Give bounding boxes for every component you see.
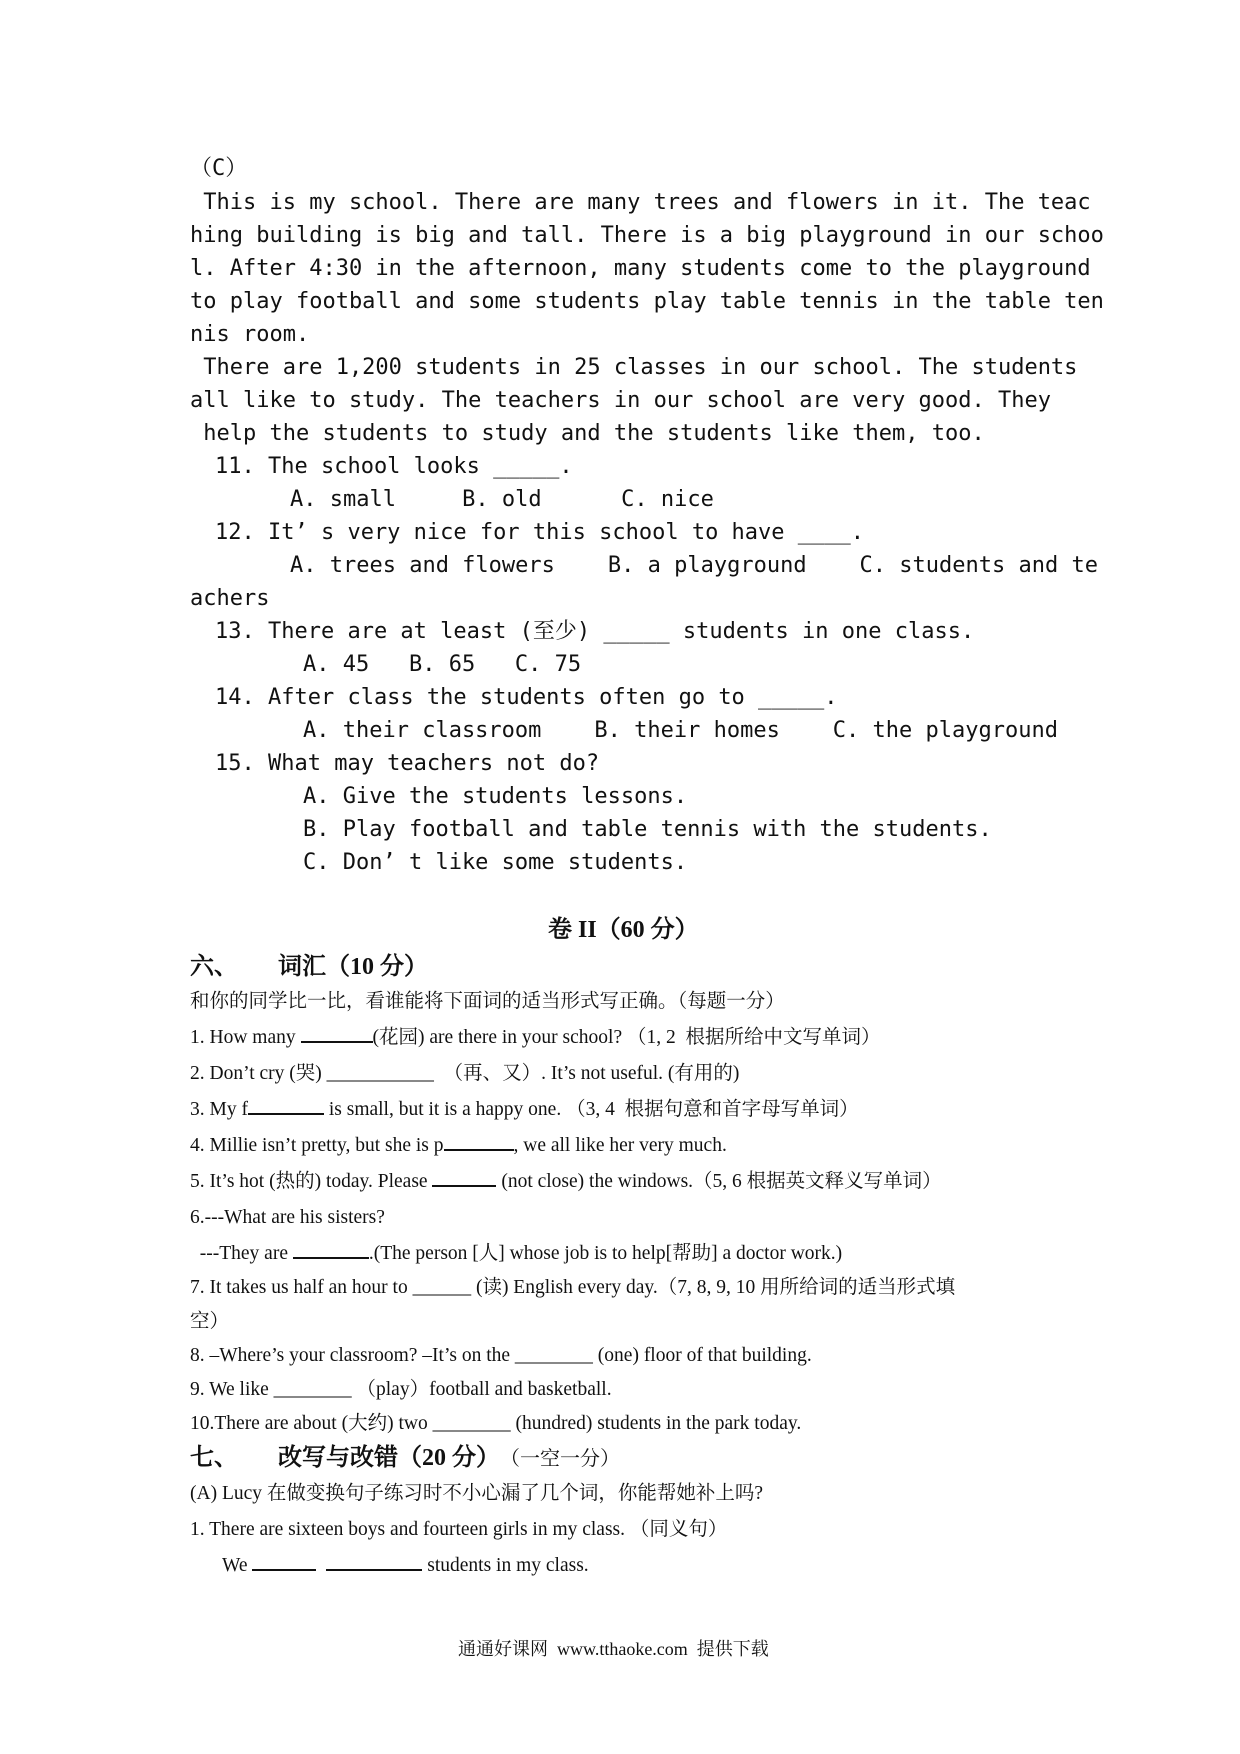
section-title: 改写与改错（20 分） bbox=[278, 1445, 500, 1471]
question-option: A. Give the students lessons. bbox=[303, 784, 688, 809]
answer-blank[interactable] bbox=[252, 1568, 316, 1571]
question-stem: 12. It’ s very nice for this school to have ____. bbox=[215, 520, 865, 545]
question-options: A. small B. old C. nice bbox=[290, 487, 714, 512]
footer-text: 通通好课网 www.tthaoke.com 提供下载 bbox=[458, 1639, 769, 1659]
passage-line: hing building is big and tall. There is a big playground in our schoo bbox=[190, 223, 1104, 248]
vocab-item: 7. It takes us half an hour to ______ (读) English every day.（7, 8, 9, 10 用所给词的适当形式填 bbox=[190, 1277, 956, 1298]
vocab-item: 3. My f is small, but it is a happy one. （3, 4 根据句意和首字母写单词） bbox=[190, 1099, 859, 1120]
vocab-item: 2. Don’t cry (哭) ___________ （再、又）. It’s not useful. (有用的) bbox=[190, 1063, 740, 1084]
vocab-item: 9. We like ________ （play）football and basketball. bbox=[190, 1379, 612, 1400]
vocab-item: 8. –Where’s your classroom? –It’s on the ________ (one) floor of that building. bbox=[190, 1345, 812, 1366]
vocab-item: 空） bbox=[190, 1311, 230, 1332]
passage-line: to play football and some students play table tennis in the table ten bbox=[190, 289, 1104, 314]
vocab-item: ---They are .(The person [人] whose job is to help[帮助] a doctor work.) bbox=[190, 1243, 843, 1264]
passage-line: all like to study. The teachers in our school are very good. They bbox=[190, 388, 1051, 413]
answer-blank[interactable] bbox=[293, 1256, 369, 1259]
sub-section-instruction: (A) Lucy 在做变换句子练习时不小心漏了几个词，你能帮她补上吗? bbox=[190, 1483, 764, 1504]
passage-line: This is my school. There are many trees and flowers in it. The teac bbox=[190, 190, 1091, 215]
question-stem: 15. What may teachers not do? bbox=[215, 751, 600, 776]
vocab-item: 10.There are about (大约) two ________ (hundred) students in the park today. bbox=[190, 1413, 802, 1434]
question-option: C. Don’ t like some students. bbox=[303, 850, 688, 875]
answer-blank[interactable] bbox=[326, 1568, 422, 1571]
rewrite-answer: We students in my class. bbox=[222, 1555, 589, 1576]
passage-label: （C） bbox=[190, 156, 248, 181]
question-options-wrap: achers bbox=[190, 586, 270, 611]
section-note: （一空一分） bbox=[500, 1448, 620, 1470]
vocab-item: 1. How many (花园) are there in your school? （1, 2 根据所给中文写单词） bbox=[190, 1027, 881, 1048]
question-stem: 14. After class the students often go to _____. bbox=[215, 685, 838, 710]
vocab-item: 6.---What are his sisters? bbox=[190, 1207, 385, 1228]
rewrite-item: 1. There are sixteen boys and fourteen girls in my class. （同义句） bbox=[190, 1519, 728, 1540]
section-number: 七、 bbox=[190, 1445, 238, 1471]
section-title: 词汇（10 分） bbox=[278, 954, 428, 980]
passage-line: nis room. bbox=[190, 322, 310, 347]
vocab-item: 5. It’s hot (热的) today. Please (not close) the windows.（5, 6 根据英文释义写单词） bbox=[190, 1171, 942, 1192]
answer-blank[interactable] bbox=[432, 1184, 496, 1187]
passage-line: There are 1,200 students in 25 classes in our school. The students bbox=[190, 355, 1078, 380]
answer-blank[interactable] bbox=[301, 1040, 373, 1043]
question-stem: 11. The school looks _____. bbox=[215, 454, 573, 479]
answer-blank[interactable] bbox=[444, 1148, 514, 1151]
vocab-item: 4. Millie isn’t pretty, but she is p , we all like her very much. bbox=[190, 1135, 727, 1156]
passage-line: l. After 4:30 in the afternoon, many students come to the playground bbox=[190, 256, 1091, 281]
question-options: A. 45 B. 65 C. 75 bbox=[303, 652, 582, 677]
part-title: 卷 II（60 分） bbox=[548, 917, 699, 943]
question-stem: 13. There are at least (至少) _____ students in one class. bbox=[215, 619, 975, 644]
question-options: A. trees and flowers B. a playground C. students and te bbox=[290, 553, 1098, 578]
section-number: 六、 bbox=[190, 954, 238, 980]
passage-line: help the students to study and the students like them, too. bbox=[190, 421, 985, 446]
question-options: A. their classroom B. their homes C. the playground bbox=[303, 718, 1058, 743]
answer-blank[interactable] bbox=[248, 1112, 324, 1115]
section-instruction: 和你的同学比一比，看谁能将下面词的适当形式写正确。（每题一分） bbox=[190, 991, 785, 1012]
question-option: B. Play football and table tennis with the students. bbox=[303, 817, 992, 842]
